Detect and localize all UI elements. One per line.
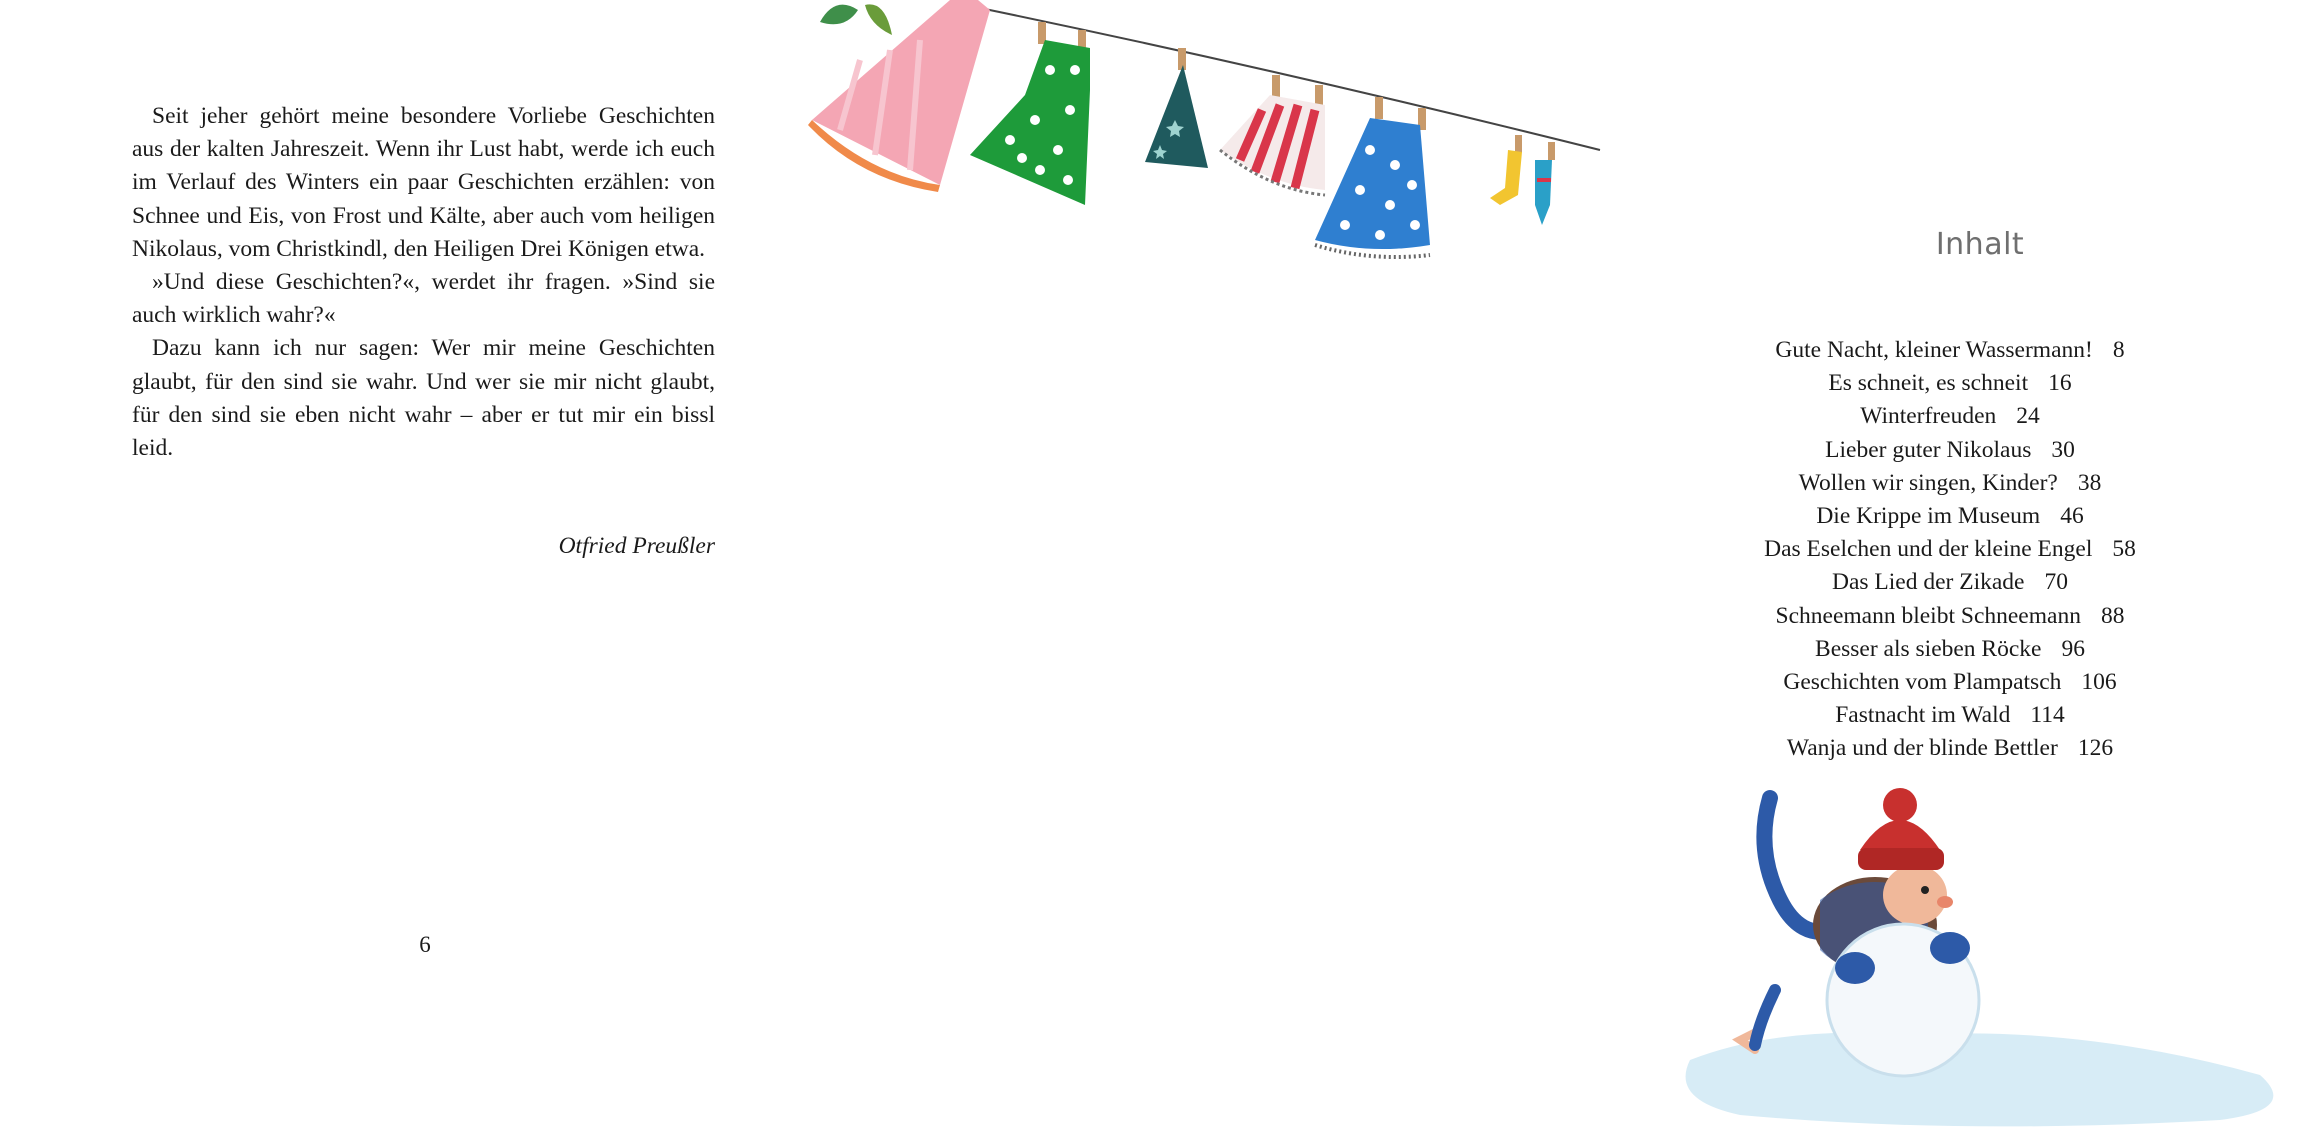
intro-paragraph-2: »Und diese Geschichten?«, werdet ihr fragen. »Sind sie auch wirklich wahr?« bbox=[132, 269, 715, 329]
left-mitten-icon bbox=[1835, 952, 1875, 984]
page-number: 6 bbox=[419, 932, 431, 957]
green-dress-icon bbox=[970, 22, 1090, 205]
toc-entry[interactable] bbox=[1740, 666, 2160, 699]
toc-entry-title: Besser als sieben Röcke bbox=[1815, 635, 2042, 662]
toc-entry[interactable] bbox=[1740, 566, 2160, 599]
toc-entry-title: Lieber guter Nikolaus bbox=[1825, 436, 2032, 463]
intro-paragraph-1: Seit jeher gehört meine besondere Vorliebe Geschichten aus der kalten Jahreszeit. Wenn ihr Lust habt, werde ich euch im Verlauf des Winters ein paar Geschichten erzählen: von Schnee und Eis, von Frost und Kälte, aber auch vom heiligen Nikolaus, vom Christkindl, den Heiligen Drei Königen etwa. bbox=[132, 103, 715, 262]
toc-entry[interactable] bbox=[1740, 732, 2160, 765]
toc-entry[interactable] bbox=[1740, 467, 2160, 500]
toc-entry-page: 30 bbox=[2051, 436, 2075, 463]
toc-entry[interactable] bbox=[1740, 500, 2160, 533]
toc-entry-title: Das Lied der Zikade bbox=[1832, 569, 2025, 596]
toc-entry-title: Die Krippe im Museum bbox=[1816, 503, 2041, 530]
blue-dress-icon bbox=[1315, 97, 1430, 257]
pink-dress-icon bbox=[808, 0, 990, 192]
clothesline-illustration bbox=[800, 0, 1600, 290]
toc-entry[interactable] bbox=[1740, 600, 2160, 633]
toc-entry-page: 24 bbox=[2016, 403, 2040, 430]
toc-entry[interactable] bbox=[1740, 533, 2160, 566]
toc-entry[interactable] bbox=[1740, 334, 2160, 367]
table-of-contents bbox=[1740, 334, 2160, 766]
toc-entry-page: 114 bbox=[2030, 702, 2065, 729]
toc-entry-page: 106 bbox=[2081, 669, 2117, 696]
toc-entry[interactable] bbox=[1740, 633, 2160, 666]
toc-entry-title: Schneemann bleibt Schneemann bbox=[1775, 602, 2081, 629]
toc-entry-title: Wanja und der blinde Bettler bbox=[1786, 735, 2058, 762]
toc-entry-page: 88 bbox=[2100, 602, 2125, 629]
snowball-creature-illustration bbox=[1660, 790, 2320, 1129]
toc-entry-page: 70 bbox=[2044, 569, 2068, 596]
toc-entry[interactable] bbox=[1740, 400, 2160, 433]
snow-ground bbox=[1686, 1033, 2274, 1127]
toc-entry-page: 96 bbox=[2061, 635, 2085, 662]
toc-entry-page: 8 bbox=[2112, 337, 2125, 363]
toc-entry-title: Geschichten vom Plampatsch bbox=[1783, 669, 2062, 696]
striped-dress-icon bbox=[1220, 75, 1325, 195]
toc-entry-page: 38 bbox=[2077, 469, 2102, 496]
leaf-icon bbox=[820, 4, 892, 35]
left-page bbox=[0, 0, 800, 1129]
toc-entry[interactable] bbox=[1740, 367, 2160, 400]
toc-heading: Inhalt bbox=[1935, 227, 2025, 262]
toc-entry-title: Gute Nacht, kleiner Wassermann! bbox=[1775, 337, 2093, 363]
author-signature: Otfried Preußler bbox=[558, 533, 715, 559]
toc-entry-title: Winterfreuden bbox=[1860, 403, 1997, 430]
toc-entry-page: 46 bbox=[2060, 503, 2084, 530]
toc-entry-page: 16 bbox=[2048, 370, 2072, 397]
toc-entry-title: Es schneit, es schneit bbox=[1828, 370, 2029, 397]
right-mitten-icon bbox=[1930, 932, 1970, 964]
toc-entry-title: Wollen wir singen, Kinder? bbox=[1798, 469, 2058, 496]
toc-entry-title: Fastnacht im Wald bbox=[1835, 702, 2011, 729]
toc-entry[interactable] bbox=[1740, 699, 2160, 732]
toc-entry-page: 126 bbox=[2077, 735, 2114, 762]
toc-entry[interactable] bbox=[1740, 434, 2160, 467]
pointed-hat-icon bbox=[1145, 48, 1208, 168]
intro-text bbox=[132, 100, 715, 465]
toc-entry-title: Das Eselchen und der kleine Engel bbox=[1764, 536, 2093, 563]
toc-entry-page: 58 bbox=[2112, 536, 2136, 563]
socks-icon bbox=[1490, 135, 1555, 225]
intro-paragraph-3: Dazu kann ich nur sagen: Wer mir meine Geschichten glaubt, für den sind sie wahr. Und wer sie mir nicht glaubt, für den sind sie eben nicht wahr – aber er tut mir ein bissl leid. bbox=[132, 335, 715, 462]
right-page bbox=[800, 0, 2136, 1129]
